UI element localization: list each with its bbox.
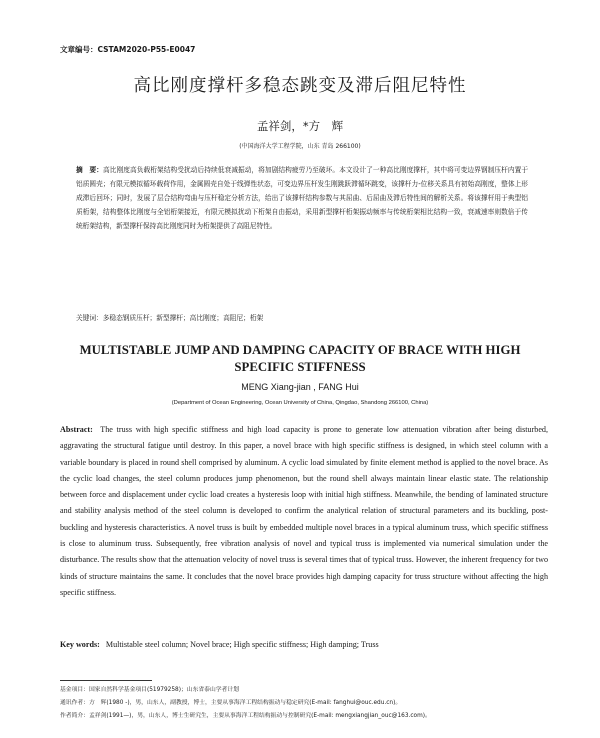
english-authors: MENG Xiang-jian , FANG Hui (241, 382, 359, 392)
english-abstract (60, 422, 548, 601)
chinese-title: 高比刚度撑杆多稳态跳变及滞后阻尼特性 (133, 76, 467, 96)
chinese-keywords-label: 关键词： (76, 314, 103, 322)
english-keywords-text: Multistable steel column; Novel brace; High specific stiffness; High damping; Truss (105, 640, 379, 649)
english-keywords (60, 640, 548, 649)
footnote-author-bio: 作者简介：孟祥剑(1991—)，男，山东人，博士生研究生，主要从事海洋工程结构振动与控制研究(E-mail: mengxiangjian_ouc@163.com)。 (60, 713, 431, 719)
footnote-funding: 基金项目：国家自然科学基金项目(51979258)；山东省泰山学者计划 (60, 687, 239, 693)
article-number: 文章编号：CSTAM2020-P55-E0047 (60, 45, 196, 54)
chinese-abstract-text: 高比刚度高负载桁架结构受扰动后持续低衰减振动，将加剧结构疲劳乃至破坏。本文设计了一种高比刚度撑杆，其中将可变边界钢制压杆内置于铝质圆壳；有限元模拟循环载荷作用，金属圆壳自处于线弹性状态，可变边界压杆发生刚跳跃滞循环跳变，该撑杆力-位移关系具有初始高刚度，整体上形成滞后回环；同时，发展了层合结构弯曲与压杆稳定分析方法，给出了该撑杆结构参数与其屈曲、后屈曲及滞后特性间的解析关系。将该撑杆用于典型铝质桁架，结构整体比刚度与全铝桁架接近，有限元模拟扰动下桁架自由振动，采用新型撑杆桁架振动频率与传统桁架相比结构一致，衰减速率则数倍于传统桁架结构，新型撑杆保持高比刚度同时为桁架提供了高阻尼特性。 (76, 166, 529, 230)
chinese-affiliation: (中国海洋大学工程学院，山东 青岛 266100) (239, 143, 361, 150)
english-keywords-label: Key words: (60, 640, 100, 649)
english-abstract-text: The truss with high specific stiffness and high load capacity is prone to generate low attenuation vibration after being disturbed, aggravating the structural fatigue until destroy. In this paper, a novel brace with high specific stiffness is designed, in which steel column with a variable boundary is placed in round shell comprised by aluminum. A cyclic load simulated by finite element method is applied to the novel brace. As the cyclic load changes, the steel column produces jump phenomenon, but the round shell always maintain linear elastic state. The relationship between force and displacement under cyclic load creates a hysteresis loop with initial high stiffness. Meanwhile, the bending of laminated structure and stability analysis method of the steel column is developed to confirm the analytical relation of structural parameters and its buckling, post-buckling and hysteresis characteristics. A novel truss is built by embedded multiple novel braces in a typical aluminum truss, which specific stiffness is close to aluminum truss. Subsequently, free vibration analysis of novel and typical truss is implemented via numerical simulation under the disturbance. The results show that the attenuation velocity of novel truss is several times that of typical truss. However, the inherent frequency for two kinds of structure maintains the same. It concludes that the novel brace provides high damping capacity for truss structure without affecting the high specific stiffness. (60, 425, 548, 597)
footnote-corresponding-author: 通讯作者：方 辉(1980 -)，男，山东人，副教授，博士，主要从事海洋工程结构振动与稳定研究(E-mail: fanghui@ouc.edu.cn)。 (60, 700, 402, 706)
chinese-abstract-label: 摘 要： (76, 166, 103, 174)
english-affiliation: (Department of Ocean Engineering, Ocean University of China, Qingdao, Shandong 266100, China) (171, 400, 429, 406)
chinese-authors: 孟祥剑，*方 辉 (256, 119, 344, 133)
english-title: MULTISTABLE JUMP AND DAMPING CAPACITY OF BRACE WITH HIGH SPECIFIC STIFFNESS (79, 343, 521, 374)
chinese-abstract (76, 163, 528, 233)
english-abstract-label: Abstract: (60, 425, 93, 434)
chinese-keywords-text: 多稳态钢质压杆；新型撑杆；高比刚度；高阻尼；桁架 (102, 314, 264, 322)
chinese-keywords (76, 312, 528, 322)
footnote-divider (60, 680, 152, 681)
